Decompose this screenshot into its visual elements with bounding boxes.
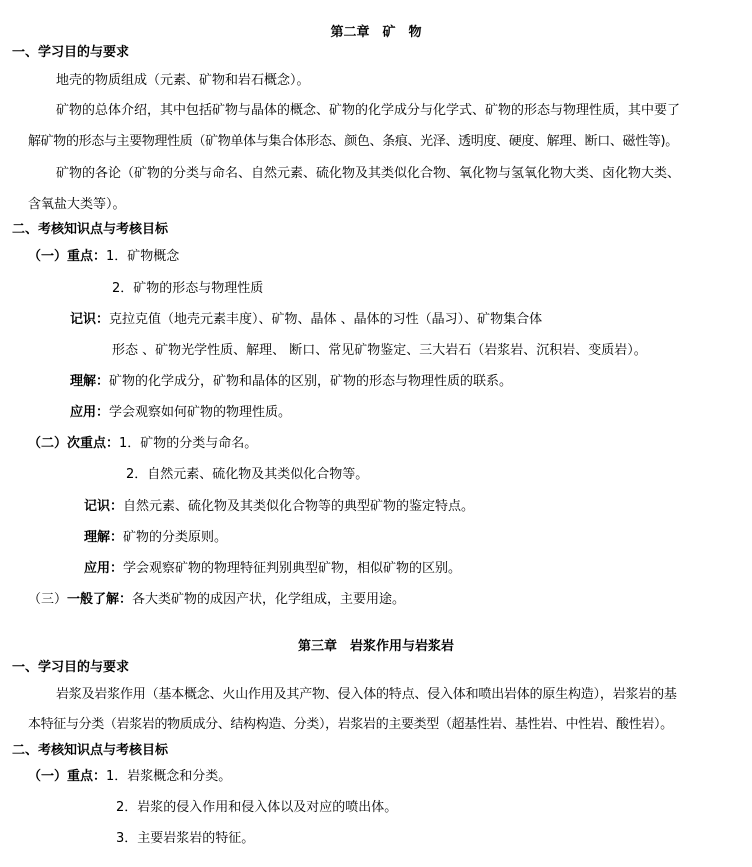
ch2-general-prefix: （三） (28, 592, 68, 607)
ch2-secondary-point-2: 2．自然元素、硫化物及其类似化合物等。 (126, 467, 369, 482)
ch2-key-apply-row (70, 404, 291, 422)
ch2-key-understand-row (70, 373, 512, 391)
ch3-section-2-heading: 二、考核知识点与考核目标 (12, 743, 169, 758)
chapter-3-title: 第三章 岩浆作用与岩浆岩 (297, 639, 454, 654)
ch2-key-points-label: （一）重点： (28, 249, 107, 264)
ch2-section-1-heading: 一、学习目的与要求 (12, 45, 130, 60)
ch2-key-apply-label: 应用： (70, 405, 110, 420)
ch2-general-label: 一般了解： (67, 592, 133, 607)
ch2-key-remember-label: 记识： (70, 312, 110, 327)
chapter-2-title: 第二章 矿 物 (330, 25, 422, 40)
ch3-paragraph-1-line-1: 岩浆及岩浆作用（基本概念、火山作用及其产物、侵入体的特点、侵入体和喷出岩体的原生构造），岩浆岩的基 (56, 687, 677, 702)
ch2-key-remember-row (70, 311, 542, 329)
ch2-key-point-2: 2．矿物的形态与物理性质 (112, 281, 264, 296)
ch2-secondary-remember-row (84, 498, 474, 516)
ch3-key-point-2: 2．岩浆的侵入作用和侵入体以及对应的喷出体。 (116, 800, 398, 815)
ch2-secondary-remember-label: 记识： (84, 499, 124, 514)
ch3-key-point-1: 1．岩浆概念和分类。 (106, 769, 232, 784)
ch2-secondary-apply-text: 学会观察矿物的物理特征判别典型矿物，相似矿物的区别。 (123, 561, 462, 576)
ch2-secondary-points-label: （二）次重点： (28, 436, 120, 451)
ch2-secondary-apply-label: 应用： (84, 561, 124, 576)
ch3-key-point-3: 3．主要岩浆岩的特征。 (116, 831, 255, 846)
ch2-paragraph-3-line-1: 矿物的各论（矿物的分类与命名、自然元素、硫化物及其类似化合物、氧化物与氢氧化物大类、卤化物大类、 (56, 166, 681, 181)
ch2-key-remember-text-1: 克拉克值（地壳元素丰度）、矿物、晶体 、晶体的习性（晶习）、矿物集合体 (109, 312, 543, 327)
ch2-key-points-row (28, 248, 179, 266)
ch2-secondary-understand-row (84, 529, 227, 547)
ch2-secondary-remember-text: 自然元素、硫化物及其类似化合物等的典型矿物的鉴定特点。 (123, 499, 475, 514)
ch2-secondary-point-1: 1．矿物的分类与命名。 (119, 436, 258, 451)
ch2-key-point-1: 1．矿物概念 (106, 249, 180, 264)
ch2-paragraph-2-line-2: 解矿物的形态与主要物理性质（矿物单体与集合体形态、颜色、条痕、光泽、透明度、硬度、解理、断口、磁性等)。 (28, 134, 678, 149)
ch3-paragraph-1-line-2: 本特征与分类（岩浆岩的物质成分、结构构造、分类），岩浆岩的主要类型（超基性岩、基性岩、中性岩、酸性岩）。 (28, 717, 673, 732)
ch2-section-2-heading: 二、考核知识点与考核目标 (12, 222, 169, 237)
ch2-paragraph-3-line-2: 含氧盐大类等）。 (28, 197, 126, 212)
ch2-general-text: 各大类矿物的成因产状，化学组成，主要用途。 (132, 592, 406, 607)
ch2-key-apply-text: 学会观察如何矿物的物理性质。 (109, 405, 292, 420)
ch2-secondary-understand-text: 矿物的分类原则。 (123, 530, 228, 545)
ch2-key-understand-text: 矿物的化学成分，矿物和晶体的区别，矿物的形态与物理性质的联系。 (109, 374, 513, 389)
ch3-key-points-row (28, 768, 231, 786)
ch2-secondary-points-row (28, 435, 257, 453)
ch2-general-row (28, 591, 405, 609)
ch2-secondary-apply-row (84, 560, 461, 578)
ch2-paragraph-1: 地壳的物质组成（元素、矿物和岩石概念）。 (56, 73, 310, 88)
ch2-key-understand-label: 理解： (70, 374, 110, 389)
ch3-key-points-label: （一）重点： (28, 769, 107, 784)
ch2-secondary-understand-label: 理解： (84, 530, 124, 545)
ch2-paragraph-2-line-1: 矿物的总体介绍，其中包括矿物与晶体的概念、矿物的化学成分与化学式、矿物的形态与物理性质，其中要了 (56, 103, 681, 118)
ch2-key-remember-text-2: 形态 、矿物光学性质、解理、 断口、常见矿物鉴定、三大岩石（岩浆岩、沉积岩、变质岩）。 (112, 343, 647, 358)
ch3-section-1-heading: 一、学习目的与要求 (12, 660, 130, 675)
